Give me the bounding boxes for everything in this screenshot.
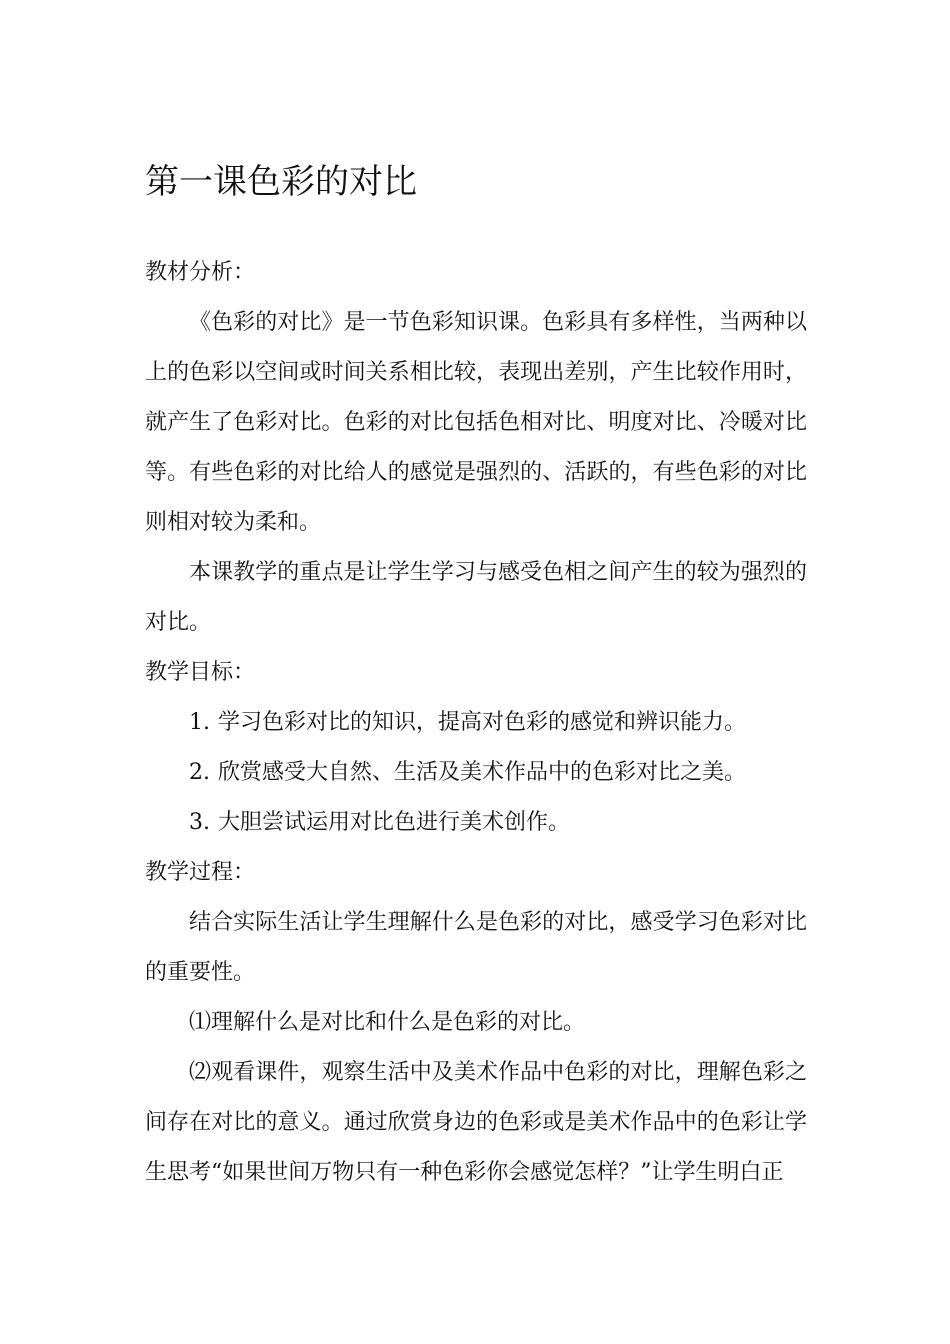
goal-item-number: 1. <box>189 710 210 735</box>
section-heading-goals: 教学目标： <box>145 660 256 685</box>
document-body <box>145 248 807 1198</box>
page-title: 第一课色彩的对比 <box>145 162 417 202</box>
goal-item <box>145 798 807 848</box>
goal-item-number: 2. <box>189 760 210 785</box>
paragraph-analysis-1: 《色彩的对比》是一节色彩知识课。色彩具有多样性，当两种以上的色彩以空间或时间关系相比较，表现出差别，产生比较作用时，就产生了色彩对比。色彩的对比包括色相对比、明度对比、冷暖对比等。有些色彩的对比给人的感觉是强烈的、活跃的，有些色彩的对比则相对较为柔和。 <box>145 310 807 535</box>
paragraph-process-1: 结合实际生活让学生理解什么是色彩的对比，感受学习色彩对比的重要性。 <box>145 910 807 985</box>
paragraph-process-2: ⑴理解什么是对比和什么是色彩的对比。 <box>189 1010 586 1035</box>
goal-item-number: 3. <box>189 810 210 835</box>
goal-item-text: 学习色彩对比的知识，提高对色彩的感觉和辨识能力。 <box>218 710 747 735</box>
section-heading-analysis: 教材分析： <box>145 260 256 285</box>
goal-item-text: 欣赏感受大自然、生活及美术作品中的色彩对比之美。 <box>218 760 747 785</box>
paragraph-process-3: ⑵观看课件，观察生活中及美术作品中色彩的对比，理解色彩之间存在对比的意义。通过欣赏身边的色彩或是美术作品中的色彩让学生思考“如果世间万物只有一种色彩你会感觉怎样？”让学生明白正 <box>145 1060 807 1185</box>
goal-item <box>145 698 807 748</box>
section-heading-process: 教学过程： <box>145 860 256 885</box>
paragraph-analysis-2: 本课教学的重点是让学生学习与感受色相之间产生的较为强烈的对比。 <box>145 560 807 635</box>
goal-item <box>145 748 807 798</box>
goal-item-text: 大胆尝试运用对比色进行美术创作。 <box>218 810 571 835</box>
